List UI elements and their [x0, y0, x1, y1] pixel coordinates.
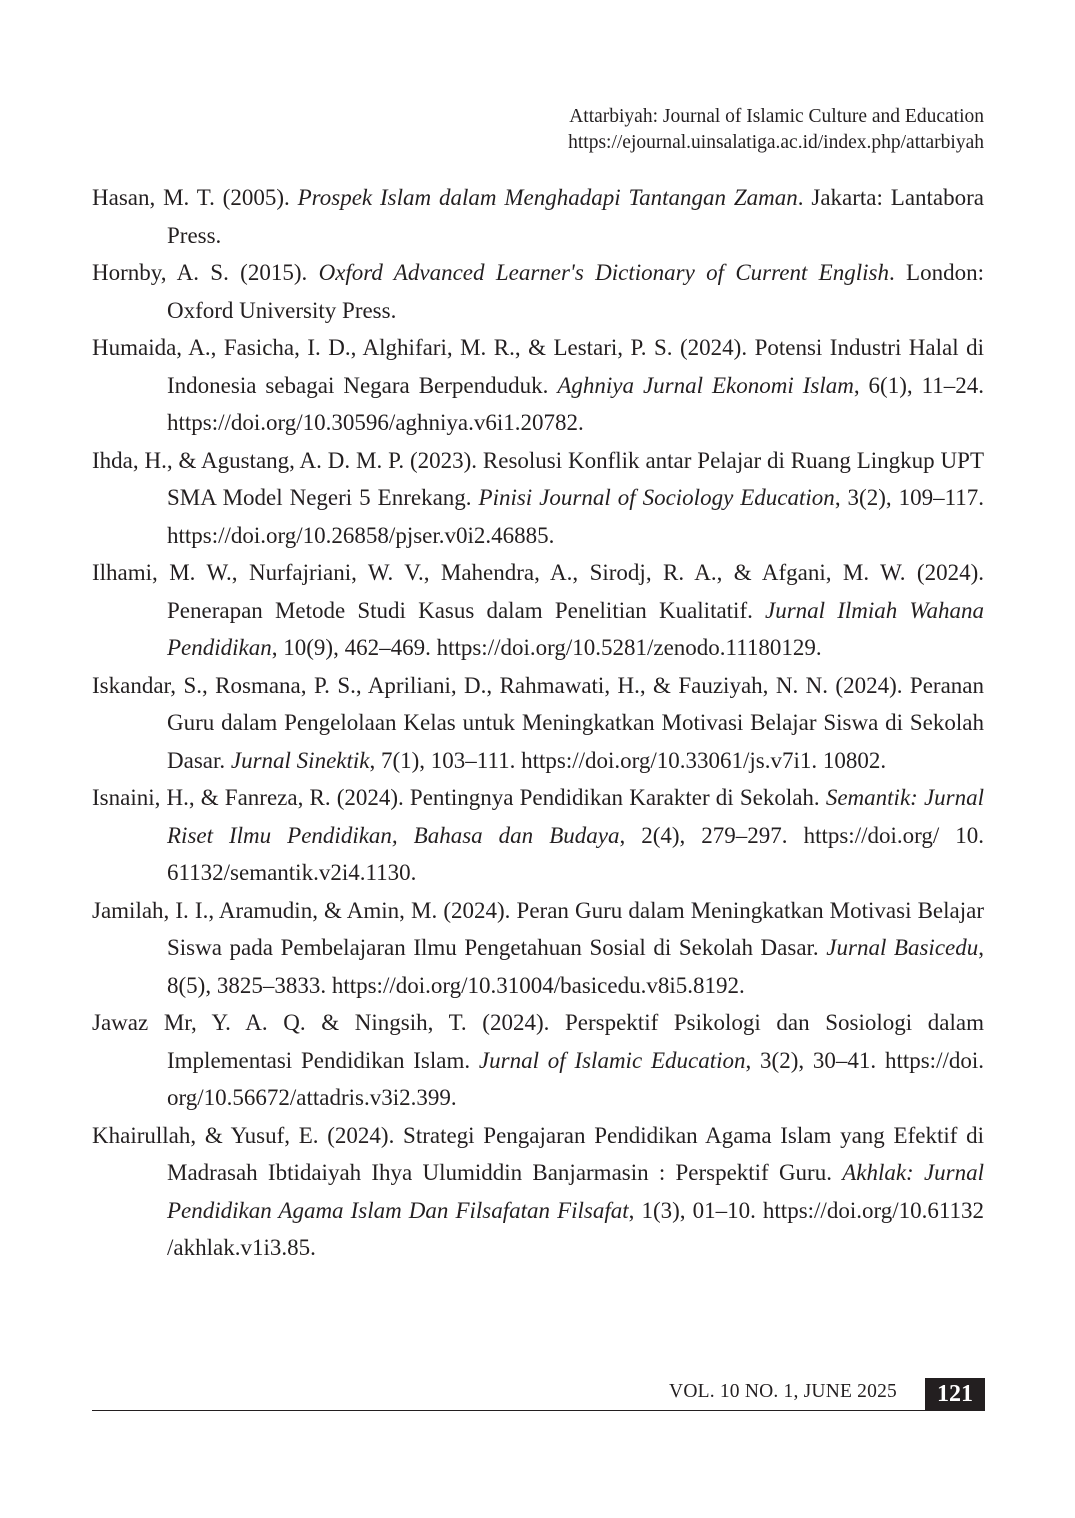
page-number: 121 — [925, 1378, 985, 1410]
reference-entry — [92, 254, 984, 329]
reference-source-title: Aghniya Jurnal Ekonomi Islam — [557, 372, 854, 398]
reference-entry — [92, 892, 984, 1005]
reference-entry — [92, 779, 984, 892]
reference-text: Isnaini, H., & Fanreza, R. (2024). Pentingnya Pendidikan Karakter di Sekolah. — [92, 785, 826, 810]
journal-url[interactable]: https://ejournal.uinsalatiga.ac.id/index.php/attarbiyah — [568, 132, 984, 153]
volume-info: VOL. 10 NO. 1, JUNE 2025 — [669, 1381, 897, 1402]
reference-text: , 8(5), 3825–3833. https://doi.org/10.31004/basicedu.v8i5.8192. — [167, 935, 984, 998]
reference-source-title: Prospek Islam dalam Menghadapi Tantangan Zaman — [297, 185, 798, 210]
reference-source-title: Jurnal Sinektik — [230, 747, 370, 773]
reference-text: Ilhami, M. W., Nurfajriani, W. V., Mahendra, A., Sirodj, R. A., & Afgani, M. W. (2024). Penerapan Metode Studi Kasus dalam Penelitian Kualitatif. — [92, 560, 984, 623]
reference-entry — [92, 1117, 984, 1267]
reference-text: . London: Oxford University Press. — [167, 260, 984, 323]
reference-text: , 7(1), 103–111. https://doi.org/10.33061/js.v7i1. 10802. — [369, 747, 887, 773]
reference-source-title: Semantik: Jurnal Riset Ilmu Pendidikan, Bahasa dan Budaya — [167, 785, 985, 848]
reference-text: , 1(3), 01–10. https://doi.org/10.61132 /akhlak.v1i3.85. — [167, 1197, 984, 1260]
reference-text: , 10(9), 462–469. https://doi.org/10.5281/zenodo.11180129. — [271, 635, 822, 660]
reference-text: , 3(2), 30–41. https://doi. org/10.56672/attadris.v3i2.399. — [167, 1047, 984, 1110]
reference-source-title: Jurnal Ilmiah Wahana Pendidikan — [167, 597, 984, 660]
reference-entry — [92, 667, 984, 780]
running-header — [568, 104, 984, 156]
reference-text: Hasan, M. T. (2005). — [92, 185, 298, 210]
reference-source-title: Jurnal Basicedu — [826, 935, 979, 960]
reference-entry — [92, 442, 984, 555]
reference-text: Hornby, A. S. (2015). — [92, 260, 319, 285]
reference-text: Khairullah, & Yusuf, E. (2024). Strategi Pengajaran Pendidikan Agama Islam yang Efektif di Madrasah Ibtidaiyah Ihya Ulumiddin Banjarmasin : Perspektif Guru. — [92, 1122, 984, 1185]
reference-text: , 2(4), 279–297. https://doi.org/ 10. 61132/semantik.v2i4.1130. — [167, 822, 985, 885]
reference-text: Jawaz Mr, Y. A. Q. & Ningsih, T. (2024). Perspektif Psikologi dan Sosiologi dalam Implementasi Pendidikan Islam. — [92, 1010, 984, 1073]
reference-entry — [92, 1004, 984, 1117]
reference-text: , 3(2), 109–117. https://doi.org/10.26858/pjser.v0i2.46885. — [167, 485, 984, 548]
reference-text: Iskandar, S., Rosmana, P. S., Apriliani, D., Rahmawati, H., & Fauziyah, N. N. (2024). Peranan Guru dalam Pengelolaan Kelas untuk Meningkatkan Motivasi Belajar Siswa di Sekolah Dasar. — [92, 672, 984, 773]
reference-source-title: Jurnal of Islamic Education — [478, 1047, 746, 1073]
page-footer — [92, 1378, 985, 1411]
reference-entry — [92, 179, 984, 254]
reference-text: Humaida, A., Fasicha, I. D., Alghifari, M. R., & Lestari, P. S. (2024). Potensi Industri Halal di Indonesia sebagai Negara Berpenduduk. — [92, 335, 984, 398]
reference-text: , 6(1), 11–24. https://doi.org/10.30596/aghniya.v6i1.20782. — [167, 372, 984, 435]
reference-text: Jamilah, I. I., Aramudin, & Amin, M. (2024). Peran Guru dalam Meningkatkan Motivasi Belajar Siswa pada Pembelajaran Ilmu Pengetahuan Sosial di Sekolah Dasar. — [92, 897, 984, 960]
reference-source-title: Pinisi Journal of Sociology Education — [478, 485, 835, 510]
reference-source-title: Oxford Advanced Learner's Dictionary of Current English — [318, 260, 889, 285]
reference-source-title: Akhlak: Jurnal Pendidikan Agama Islam Dan Filsafatan Filsafat — [167, 1160, 984, 1223]
reference-entry — [92, 329, 984, 442]
reference-list — [92, 179, 984, 1267]
reference-text: Ihda, H., & Agustang, A. D. M. P. (2023). Resolusi Konflik antar Pelajar di Ruang Lingkup UPT SMA Model Negeri 5 Enrekang. — [92, 447, 984, 510]
reference-entry — [92, 554, 984, 667]
journal-name: Attarbiyah: Journal of Islamic Culture and Education — [569, 106, 984, 127]
reference-text: . Jakarta: Lantabora Press. — [167, 185, 984, 248]
